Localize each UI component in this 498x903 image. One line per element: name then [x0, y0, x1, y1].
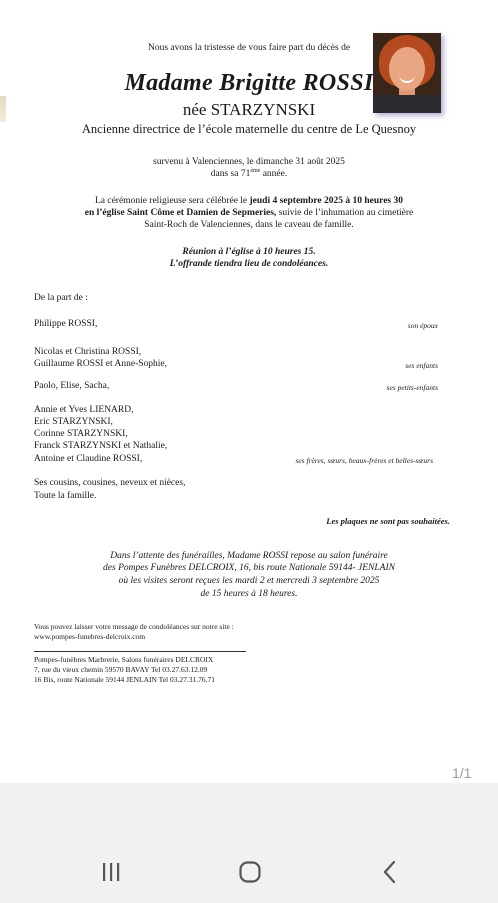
family-line: Corinne STARZYNSKI,: [34, 429, 128, 439]
family-relation: ses frères, sœurs, beaux-frères et belles-sœurs: [295, 456, 433, 465]
ceremony-line-2: en l’église Saint Côme et Damien de Sepmeries, suivie de l’inhumation au cimetière: [84, 208, 414, 218]
footer-line: Pompes-funèbres Marbrerie, Salons funéraires DELCROIX: [34, 655, 214, 664]
funeral-home-line: Dans l’attente des funérailles, Madame ROSSI repose au salon funéraire: [110, 551, 388, 561]
family-line: Paolo, Elise, Sacha,: [34, 381, 110, 391]
family-line: Philippe ROSSI,: [34, 319, 98, 329]
death-line-2: dans sa 71ème année.: [210, 168, 288, 180]
footer-line: 16 Bis, route Nationale 59144 JENLAIN Tel 03.27.31.76.71: [34, 675, 215, 684]
no-plaques-notice: Les plaques ne sont pas souhaitées.: [326, 516, 450, 526]
footer-line: 7, rue du vieux chemin 59570 BAVAY Tel 03.27.63.12.09: [34, 665, 208, 674]
from-label: De la part de :: [34, 293, 88, 303]
death-line-1: survenu à Valenciennes, le dimanche 31 août 2025: [153, 157, 345, 167]
family-relation: ses petits-enfants: [386, 383, 438, 392]
condolences-text: Vous pouvez laisser votre message de condoléances sur notre site :: [34, 622, 234, 631]
ceremony-line-1: La cérémonie religieuse sera célébrée le jeudi 4 septembre 2025 à 10 heures 30: [94, 196, 404, 206]
meeting-notice: Réunion à l’église à 10 heures 15.: [182, 247, 316, 257]
deceased-name: Madame Brigitte ROSSI: [124, 70, 374, 96]
family-line: Eric STARZYNSKI,: [34, 417, 113, 427]
back-icon[interactable]: [370, 853, 410, 893]
former-role: Ancienne directrice de l’école maternelle du centre de Le Quesnoy: [81, 122, 417, 136]
family-line: Toute la famille.: [34, 491, 97, 501]
family-relation: ses enfants: [405, 361, 438, 370]
viewer-background: [0, 700, 498, 780]
ceremony-line-3: Saint-Roch de Valenciennes, dans le caveau de famille.: [144, 220, 354, 230]
family-line: Antoine et Claudine ROSSI,: [34, 454, 143, 464]
portrait-photo: [373, 33, 441, 113]
family-relation: son époux: [407, 321, 438, 330]
funeral-home-line: où les visites seront reçues les mardi 2 et mercredi 3 septembre 2025: [118, 576, 380, 586]
family-line: Franck STARZYNSKI et Nathalie,: [34, 441, 168, 451]
home-icon[interactable]: [230, 853, 270, 893]
recent-apps-icon[interactable]: [91, 853, 131, 893]
funeral-home-line: des Pompes Funèbres DELCROIX, 16, bis route Nationale 59144- JENLAIN: [103, 563, 395, 573]
intro-text: Nous avons la tristesse de vous faire part du décès de: [147, 43, 351, 53]
condolences-link[interactable]: www.pompes-funebres-delcroix.com: [34, 632, 146, 641]
maiden-name: née STARZYNSKI: [182, 100, 316, 119]
offering-notice: L’offrande tiendra lieu de condoléances.: [169, 259, 329, 269]
family-line: Guillaume ROSSI et Anne-Sophie,: [34, 359, 167, 369]
funeral-home-line: de 15 heures à 18 heures.: [200, 589, 298, 599]
android-navigation-bar: [0, 783, 498, 903]
family-line: Nicolas et Christina ROSSI,: [34, 347, 142, 357]
family-line: Annie et Yves LIENARD,: [34, 405, 134, 415]
page-indicator: 1/1: [452, 765, 472, 781]
footer-divider: [34, 651, 246, 652]
family-line: Ses cousins, cousines, neveux et nièces,: [34, 478, 186, 488]
